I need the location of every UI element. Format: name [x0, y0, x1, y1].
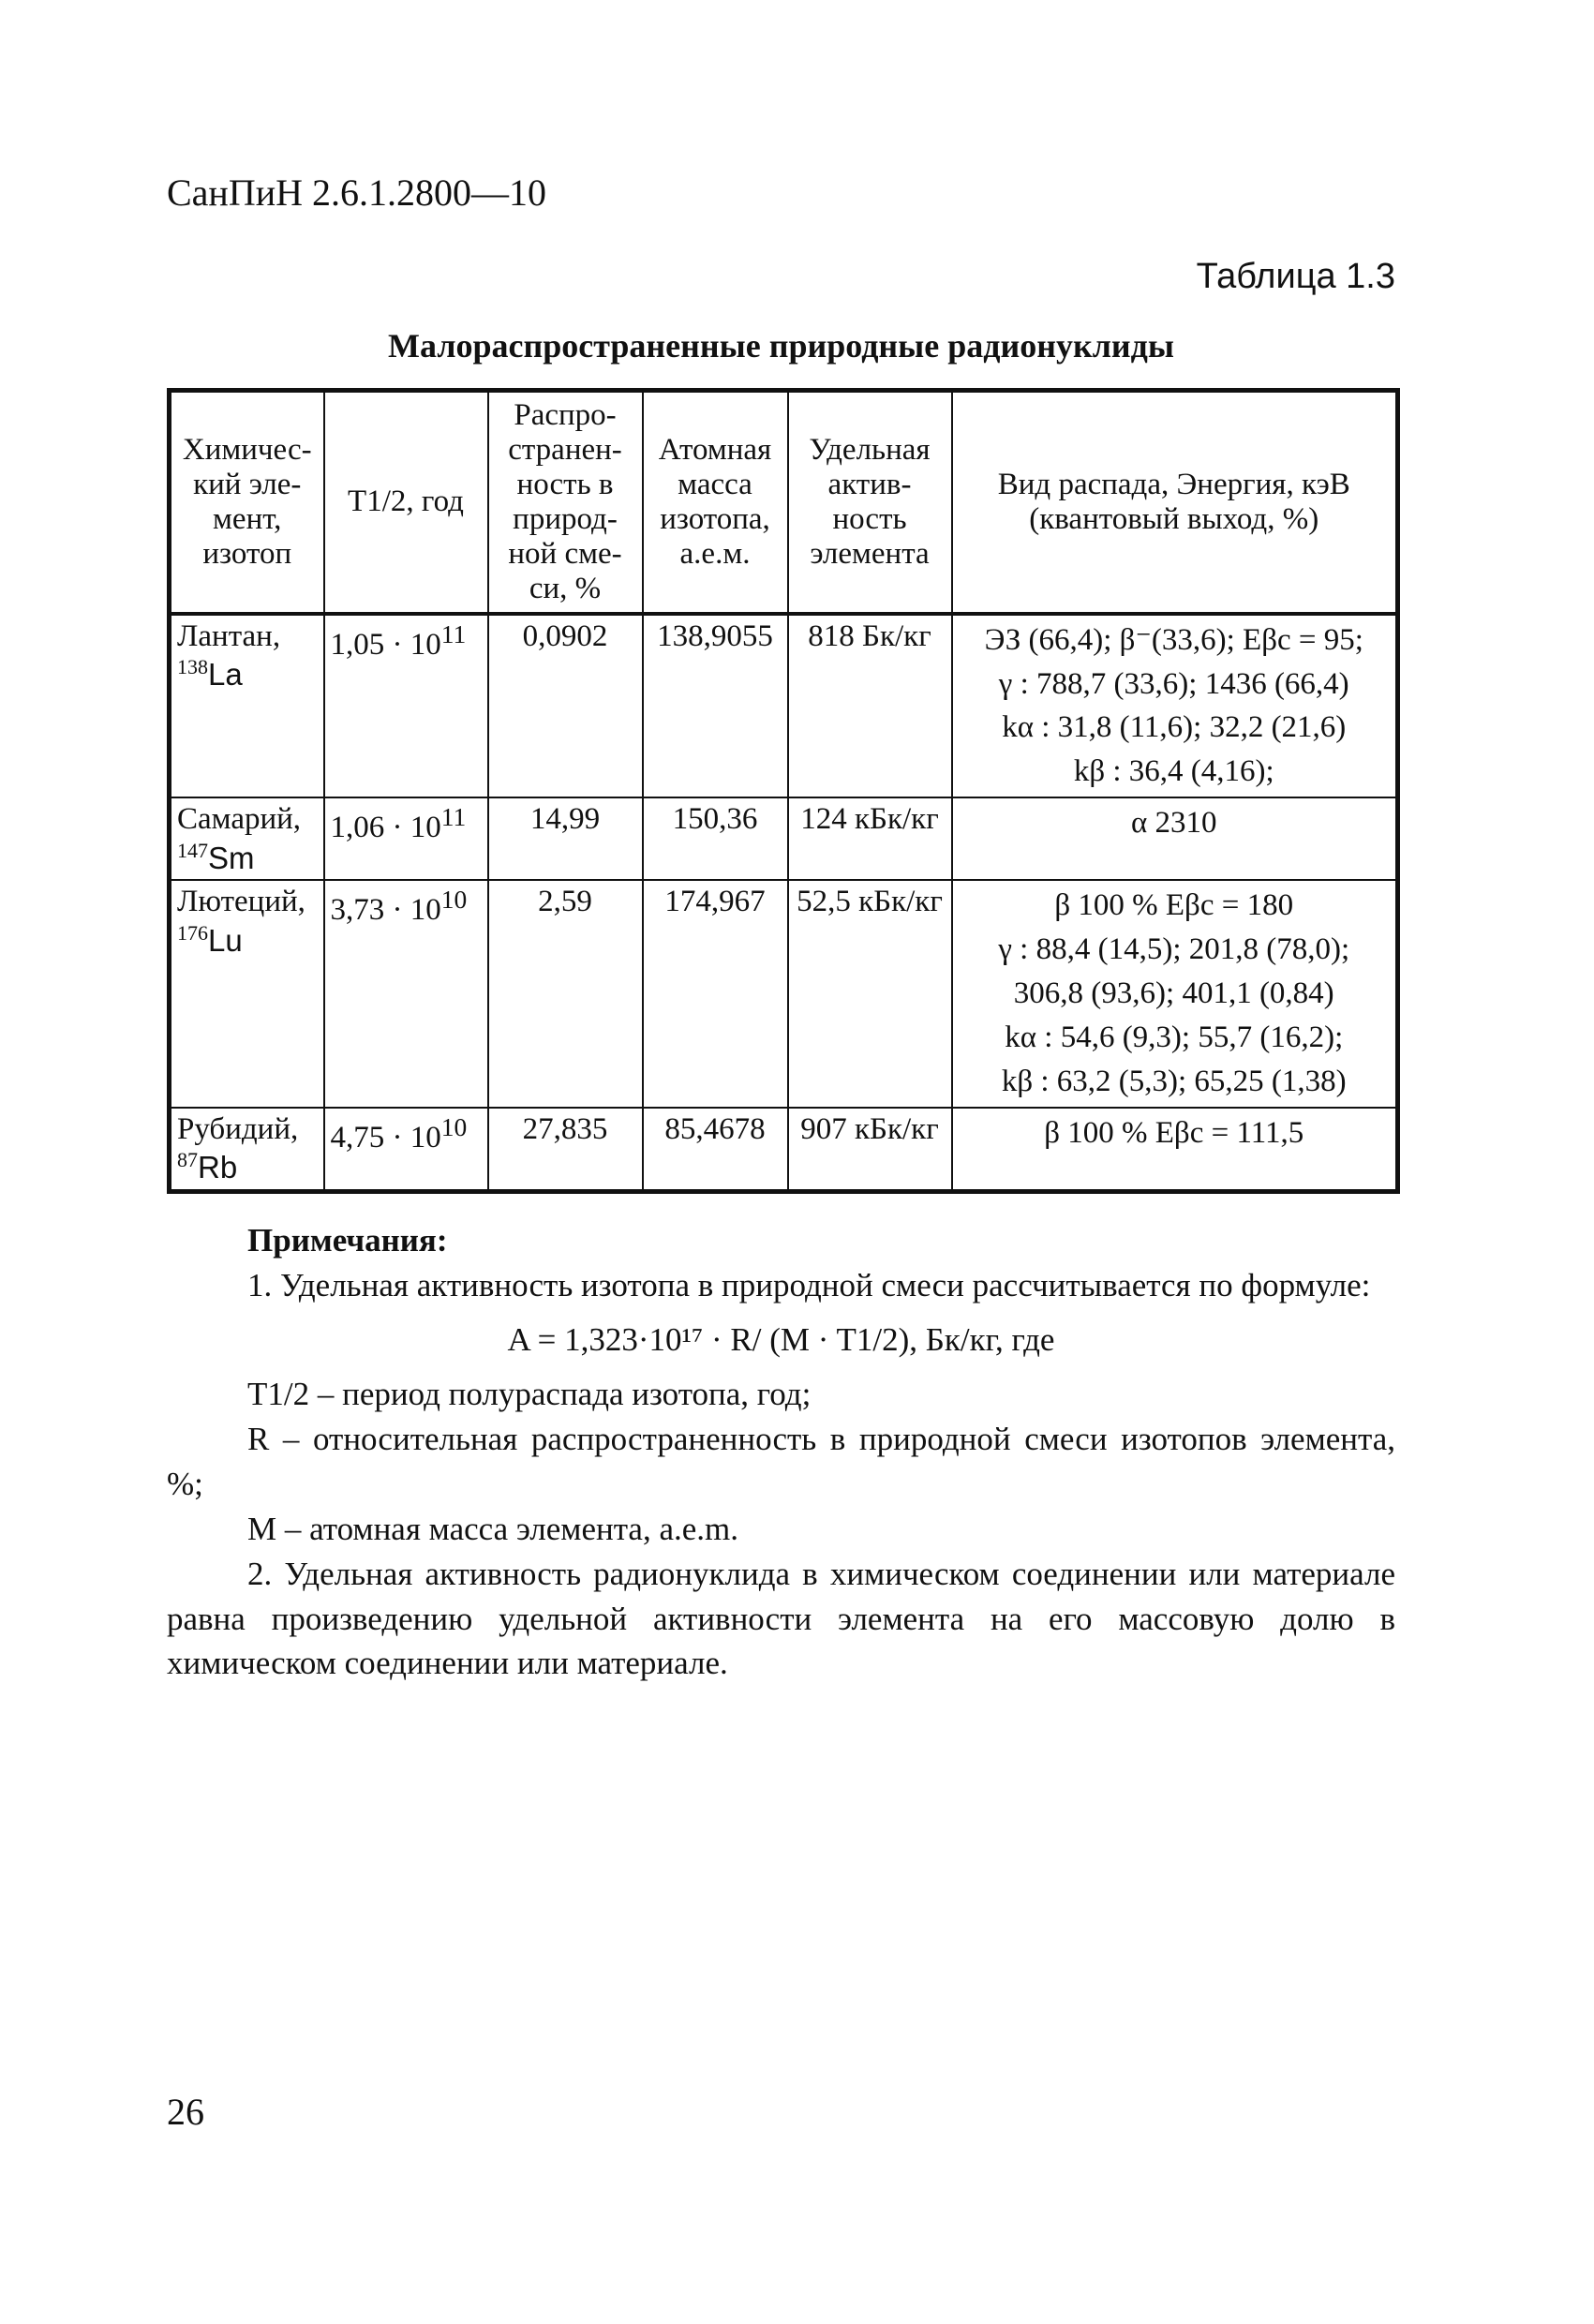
table-row	[170, 1108, 1398, 1192]
table-body	[170, 614, 1398, 1192]
header-atomic-mass: Атомная масса изотопа, а.е.м.	[643, 391, 788, 614]
note-1: 1. Удельная активность изотопа в природной смеси рассчитывается по формуле:	[247, 1266, 1371, 1304]
header-specific-activity: Удельная актив-ность элемента	[788, 391, 952, 614]
decay-line: kα : 54,6 (9,3); 55,7 (16,2);	[1005, 1020, 1344, 1054]
header-abundance: Распро-странен-ность в природ-ной сме-си, %	[488, 391, 643, 614]
table-row	[170, 797, 1398, 880]
cell-abundance	[488, 1108, 643, 1192]
table-title: Малораспространенные природные радионуклиды	[388, 327, 1174, 365]
isotope-symbol	[177, 1148, 318, 1186]
cell-half-life	[324, 797, 488, 880]
page-number: 26	[167, 2091, 204, 2133]
decay-line: kβ : 63,2 (5,3); 65,25 (1,38)	[1001, 1064, 1347, 1098]
cell-specific-activity	[788, 614, 952, 797]
notes-title: Примечания:	[247, 1222, 448, 1259]
cell-decay	[952, 614, 1398, 797]
decay-line: kβ : 36,4 (4,16);	[1073, 754, 1274, 789]
isotope-mass-number: 176	[177, 920, 208, 945]
isotope-symbol	[177, 839, 318, 877]
isotope-mass-number: 138	[177, 655, 208, 679]
abundance-value: 27,835	[522, 1111, 608, 1146]
decay-line: β 100 % Eβc = 111,5	[1044, 1115, 1304, 1150]
cell-atomic-mass	[643, 1108, 788, 1192]
element-name: Рубидий,	[177, 1111, 299, 1146]
half-life-mantissa: 3,73 · 10	[330, 893, 441, 928]
abundance-value: 14,99	[529, 802, 601, 837]
table-row	[170, 614, 1398, 797]
cell-specific-activity	[788, 1108, 952, 1192]
table-header-row	[170, 391, 1398, 614]
activity-formula: A = 1,323·10¹⁷ · R/ (M · T1/2), Бк/кг, где	[507, 1320, 1055, 1358]
atomic-mass-value: 85,4678	[664, 1111, 766, 1146]
cell-decay	[952, 880, 1398, 1107]
isotope-chemical-symbol: Lu	[208, 922, 243, 958]
definition-atomic-mass: M – атомная масса элемента, а.е.m.	[247, 1510, 739, 1547]
half-life-mantissa: 1,05 · 10	[330, 627, 441, 662]
atomic-mass-value: 138,9055	[657, 618, 773, 653]
specific-activity-value: 818 Бк/кг	[808, 618, 931, 653]
decay-line: γ : 788,7 (33,6); 1436 (66,4)	[998, 666, 1349, 701]
abundance-value: 0,0902	[522, 618, 608, 653]
definition-half-life: T1/2 – период полураспада изотопа, год;	[247, 1375, 812, 1412]
isotope-chemical-symbol: Sm	[208, 840, 255, 875]
cell-element	[170, 1108, 324, 1192]
specific-activity-value: 52,5 кБк/кг	[797, 885, 943, 919]
specific-activity-value: 124 кБк/кг	[800, 802, 939, 837]
cell-abundance	[488, 880, 643, 1107]
decay-line: kα : 31,8 (11,6); 32,2 (21,6)	[1002, 710, 1347, 745]
half-life-mantissa: 1,06 · 10	[330, 811, 441, 845]
isotope-symbol	[177, 921, 318, 960]
decay-line: α 2310	[1130, 806, 1217, 841]
cell-element	[170, 880, 324, 1107]
header-half-life: T1/2, год	[324, 391, 488, 614]
cell-decay	[952, 797, 1398, 880]
atomic-mass-value: 174,967	[664, 885, 766, 919]
isotope-mass-number: 87	[177, 1148, 198, 1172]
cell-decay	[952, 1108, 1398, 1192]
decay-line: 306,8 (93,6); 401,1 (0,84)	[1013, 976, 1334, 1011]
half-life-exponent: 11	[440, 618, 467, 648]
half-life-mantissa: 4,75 · 10	[330, 1120, 441, 1155]
cell-atomic-mass	[643, 880, 788, 1107]
decay-line: γ : 88,4 (14,5); 201,8 (78,0);	[998, 932, 1350, 967]
document-code: СанПиН 2.6.1.2800—10	[167, 171, 547, 214]
abundance-value: 2,59	[538, 885, 592, 919]
cell-element	[170, 797, 324, 880]
header-element: Химичес-кий эле-мент, изотоп	[170, 391, 324, 614]
element-name: Лютеций,	[177, 885, 305, 919]
cell-half-life	[324, 614, 488, 797]
table-label: Таблица 1.3	[1196, 257, 1395, 296]
element-name: Лантан,	[177, 618, 281, 653]
cell-abundance	[488, 614, 643, 797]
atomic-mass-value: 150,36	[672, 802, 758, 837]
decay-line: β 100 % Eβc = 180	[1054, 888, 1294, 923]
isotope-mass-number: 147	[177, 838, 208, 862]
specific-activity-value: 907 кБк/кг	[800, 1111, 939, 1146]
half-life-exponent: 11	[440, 802, 467, 832]
cell-atomic-mass	[643, 614, 788, 797]
half-life-exponent: 10	[440, 1111, 468, 1141]
isotope-chemical-symbol: Rb	[198, 1150, 238, 1185]
radionuclides-table	[167, 388, 1400, 1194]
cell-specific-activity	[788, 797, 952, 880]
decay-line: ЭЗ (66,4); β⁻(33,6); Eβc = 95;	[984, 622, 1363, 657]
element-name: Самарий,	[177, 802, 302, 837]
header-decay: Вид распада, Энергия, кэВ (квантовый выход, %)	[952, 391, 1398, 614]
notes-section	[167, 1218, 1395, 1686]
cell-atomic-mass	[643, 797, 788, 880]
cell-abundance	[488, 797, 643, 880]
cell-element	[170, 614, 324, 797]
half-life-exponent: 10	[440, 885, 468, 915]
cell-half-life	[324, 1108, 488, 1192]
isotope-symbol	[177, 655, 318, 693]
note-2: 2. Удельная активность радионуклида в химическом соединении или материале равна произведению удельной активности элемента на его массовую долю в химическом соединении или материале.	[167, 1555, 1395, 1682]
cell-specific-activity	[788, 880, 952, 1107]
definition-abundance: R – относительная распространенность в природной смеси изотопов элемента, %;	[167, 1420, 1395, 1502]
isotope-chemical-symbol: La	[208, 657, 243, 693]
table-row	[170, 880, 1398, 1107]
cell-half-life	[324, 880, 488, 1107]
